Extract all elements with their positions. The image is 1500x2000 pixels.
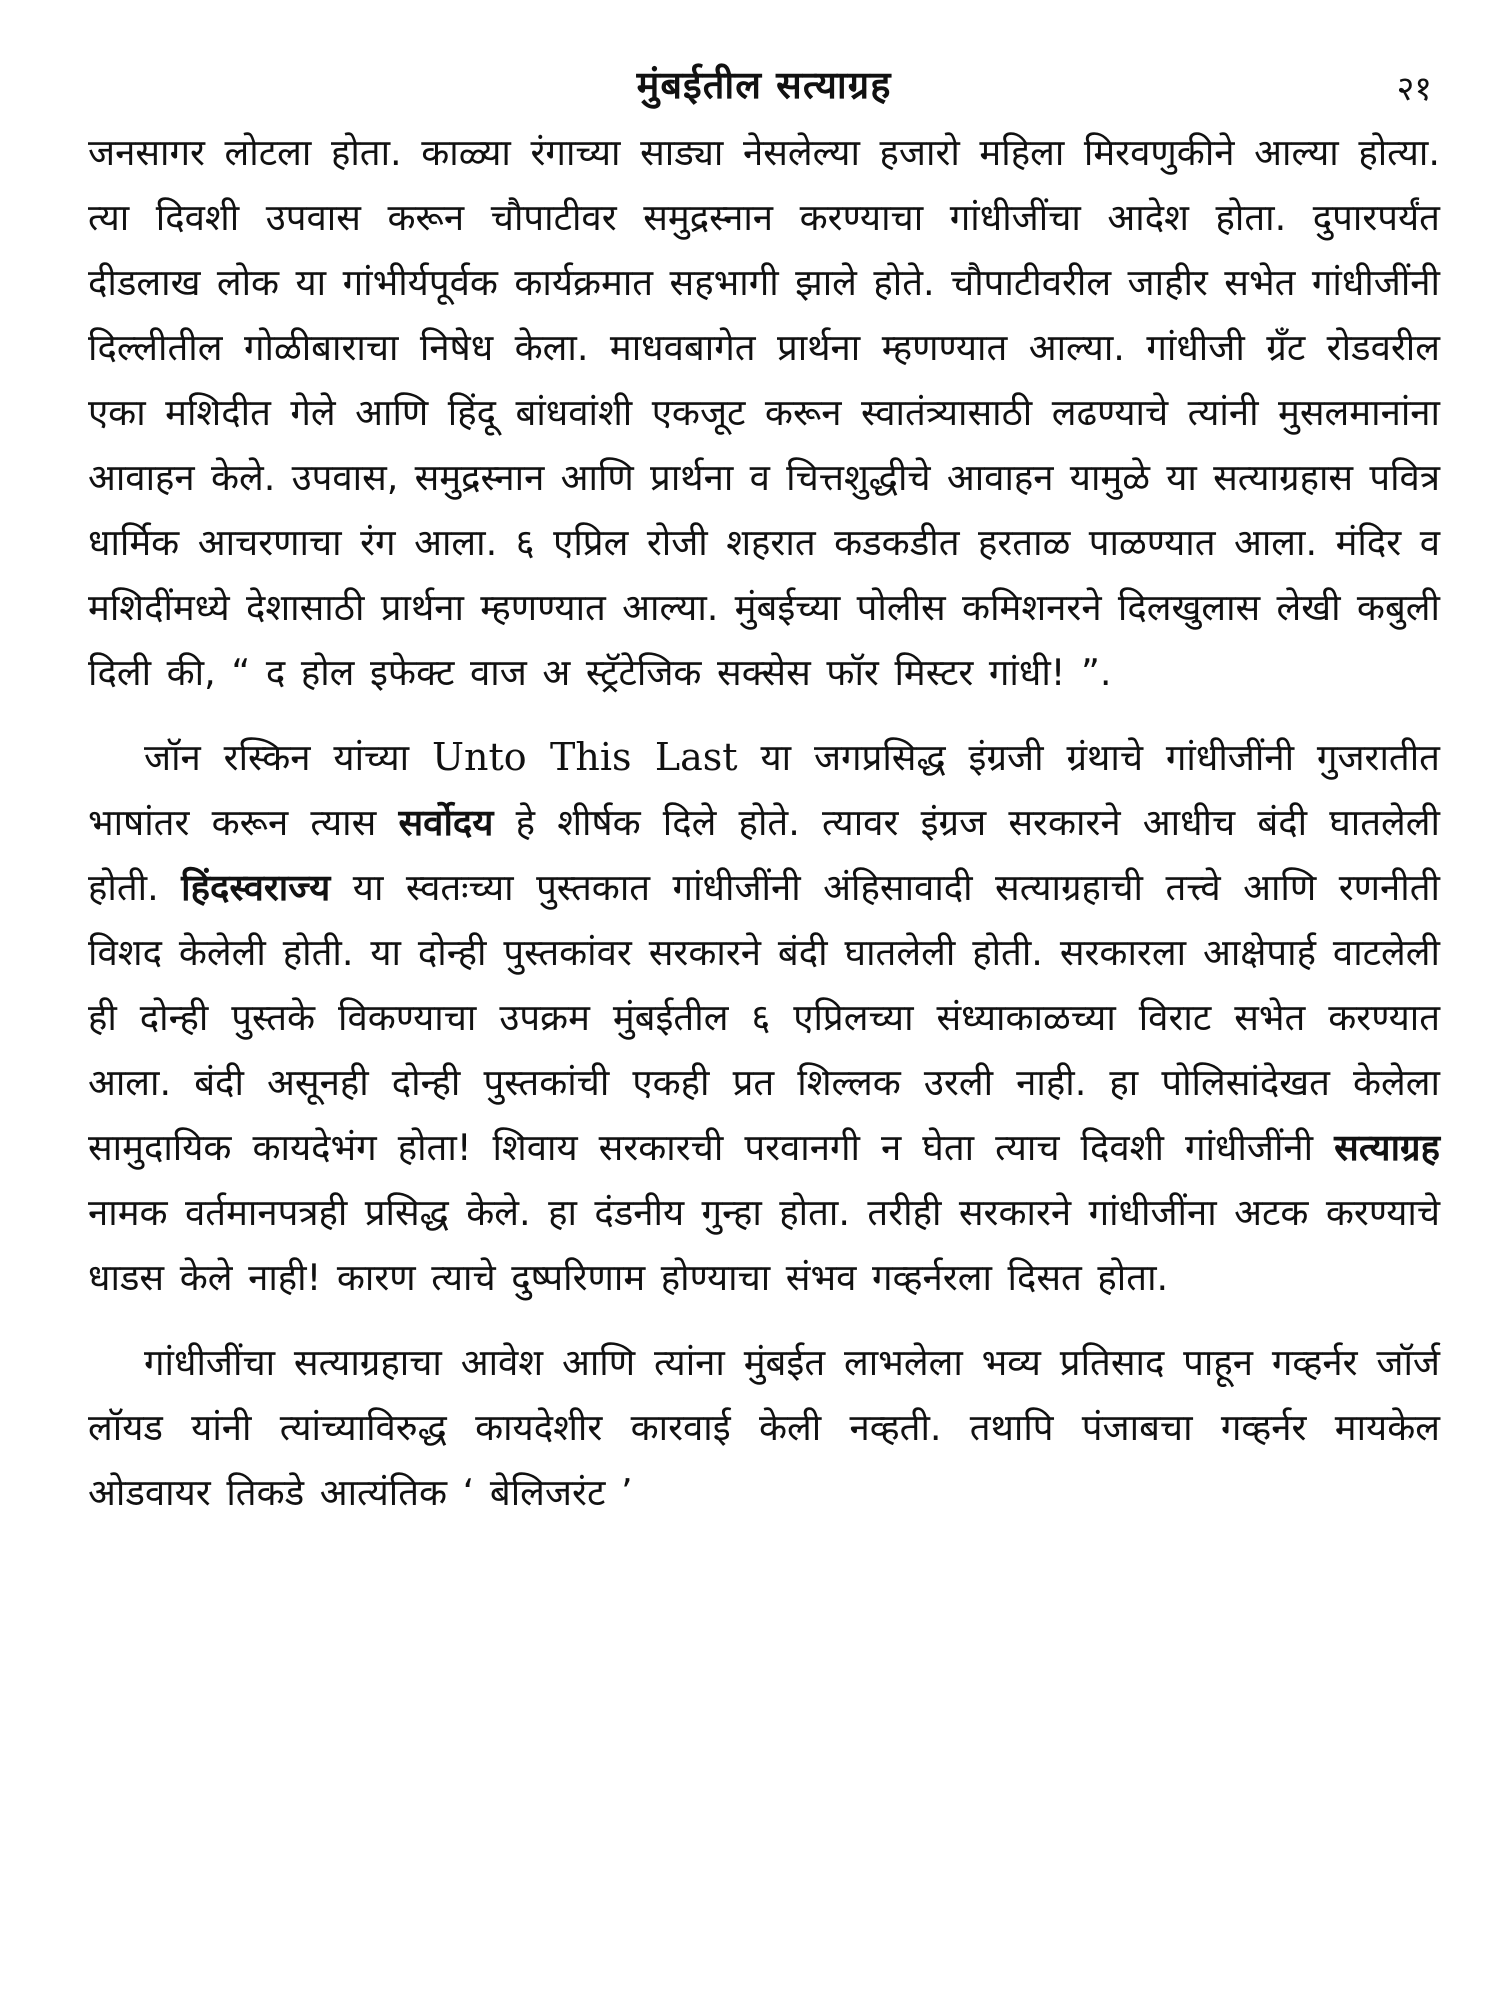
page-number: २१ [1396,69,1432,109]
bold-term-hindswarajya: हिंदस्वराज्य [181,866,331,909]
bold-term-sarvodaya: सर्वोदय [398,801,494,844]
paragraph-2-text: हे शीर्षक दिले होते. त्यावर इंग्रज सरकारने आधीच बंदी घातलेली होती. [88,801,1440,909]
paragraph-2-text: जॉन रस्किन यांच्या [144,736,410,779]
paragraph-2-text: या जगप्रसिद्ध इंग्रजी ग्रंथाचे गांधीजींनी गुजरातीत भाषांतर करून त्यास [88,736,1440,844]
paragraph-2 [88,725,1440,1310]
running-title: मुंबईतील सत्याग्रह [636,63,892,107]
bold-term-satyagraha: सत्याग्रह [1334,1126,1440,1169]
page-header [88,58,1440,120]
paragraph-2-text: नामक वर्तमानपत्रही प्रसिद्ध केले. हा दंडनीय गुन्हा होता. तरीही सरकारने गांधीजींना अटक करण्याचे धाडस केले नाही! कारण त्याचे दुष्परिणाम होण्याचा संभव गव्हर्नरला दिसत होता. [88,1191,1440,1299]
paragraph-3: गांधीजींचा सत्याग्रहाचा आवेश आणि त्यांना मुंबईत लाभलेला भव्य प्रतिसाद पाहून गव्हर्नर जॉर्ज लॉयड यांनी त्यांच्याविरुद्ध कायदेशीर कारवाई केली नव्हती. तथापि पंजाबचा गव्हर्नर मायकेल ओडवायर तिकडे आत्यंतिक ‘ बेलिजरंट ’ [88,1341,1440,1514]
paragraph-1: जनसागर लोटला होता. काळ्या रंगाच्या साड्या नेसलेल्या हजारो महिला मिरवणुकीने आल्या होत्या. त्या दिवशी उपवास करून चौपाटीवर समुद्रस्नान करण्याचा गांधीजींचा आदेश होता. दुपारपर्यंत दीडलाख लोक या गांभीर्यपूर्वक कार्यक्रमात सहभागी झाले होते. चौपाटीवरील जाहीर सभेत गांधीजींनी दिल्लीतील गोळीबाराचा निषेध केला. माधवबागेत प्रार्थना म्हणण्यात आल्या. गांधीजी ग्रँट रोडवरील एका मशिदीत गेले आणि हिंदू बांधवांशी एकजूट करून स्वातंत्र्यासाठी लढण्याचे त्यांनी मुसलमानांना आवाहन केले. उपवास, समुद्रस्नान आणि प्रार्थना व चित्तशुद्धीचे आवाहन यामुळे या सत्याग्रहास पवित्र धार्मिक आचरणाचा रंग आला. ६ एप्रिल रोजी शहरात कडकडीत हरताळ पाळण्यात आला. मंदिर व मशिदींमध्ये देशासाठी प्रार्थना म्हणण्यात आल्या. मुंबईच्या पोलीस कमिशनरने दिलखुलास लेखी कबुली दिली की, “ द होल इफेक्ट वाज अ स्ट्रॅटेजिक सक्सेस फॉर मिस्टर गांधी! ”. [88,131,1440,694]
book-title-english: Unto This Last [432,735,738,779]
paragraph-2-text: या स्वतःच्या पुस्तकात गांधीजींनी अंहिसावादी सत्याग्रहाची तत्त्वे आणि रणनीती विशद केलेली होती. या दोन्ही पुस्तकांवर सरकारने बंदी घातलेली होती. सरकारला आक्षेपार्ह वाटलेली ही दोन्ही पुस्तके विकण्याचा उपक्रम मुंबईतील ६ एप्रिलच्या संध्याकाळच्या विराट सभेत करण्यात आला. बंदी असूनही दोन्ही पुस्तकांची एकही प्रत शिल्लक उरली नाही. हा पोलिसांदेखत केलेला सामुदायिक कायदेभंग होता! शिवाय सरकारची परवानगी न घेता त्याच दिवशी गांधीजींनी [88,866,1440,1169]
